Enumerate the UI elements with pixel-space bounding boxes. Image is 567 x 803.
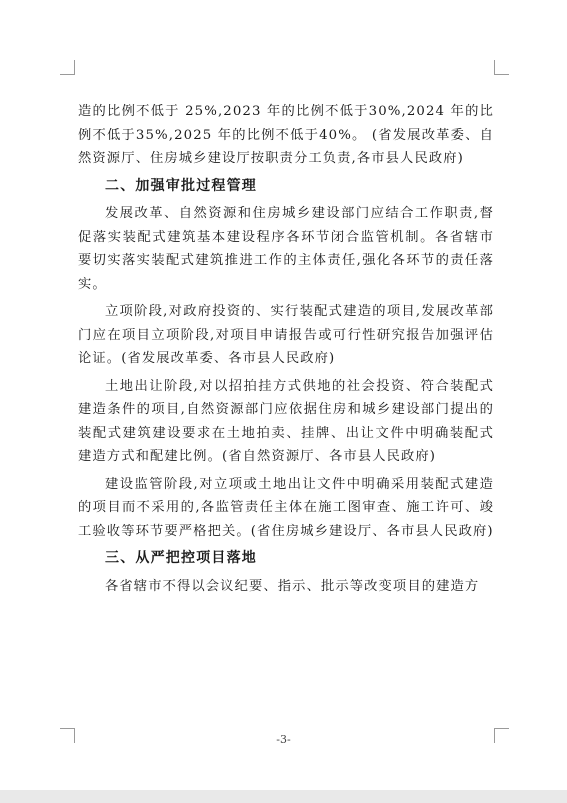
- paragraph-project-approval: 立项阶段,对政府投资的、实行装配式建造的项目,发展改革部门应在项目立项阶段,对项目申请报告或可行性研究报告加强评估论证。(省发展改革委、各市县人民政府): [78, 304, 494, 366]
- section-heading-3: 三、从严把控项目落地: [105, 550, 257, 566]
- document-body: [78, 100, 494, 602]
- paragraph-land-transfer: 土地出让阶段,对以招拍挂方式供地的社会投资、符合装配式建造条件的项目,自然资源部门应依据住房和城乡建设部门提出的装配式建筑建设要求在土地拍卖、挂牌、出让文件中明确装配式建造方式和配建比例。(省自然资源厅、各市县人民政府): [78, 378, 494, 464]
- paragraph-project-landing: 各省辖市不得以会议纪要、指示、批示等改变项目的建造方: [105, 578, 480, 594]
- paragraph-quota: 造的比例不低于 25%,2023 年的比例不低于30%,2024 年的比例不低于35%,2025 年的比例不低于40%。 (省发展改革委、自然资源厅、住房城乡建设厅按职责分工负责,各市县人民政府): [78, 104, 494, 166]
- crop-mark-top-right: [494, 60, 509, 75]
- page-number: -3-: [276, 733, 291, 746]
- page-gap: [0, 790, 567, 803]
- paragraph-construction-supervision: 建设监管阶段,对立项或土地出让文件中明确采用装配式建造的项目而不采用的,各监管责任主体在施工图审查、施工许可、竣工验收等环节要严格把关。(省住房城乡建设厅、各市县人民政府): [78, 476, 494, 539]
- section-heading-2: 二、加强审批过程管理: [105, 177, 257, 194]
- paragraph-supervision: 发展改革、自然资源和住房城乡建设部门应结合工作职责,督促落实装配式建筑基本建设程序各环节闭合监管机制。各省辖市要切实落实装配式建筑推进工作的主体责任,强化各环节的责任落实。: [78, 206, 494, 292]
- crop-mark-top-left: [60, 60, 75, 75]
